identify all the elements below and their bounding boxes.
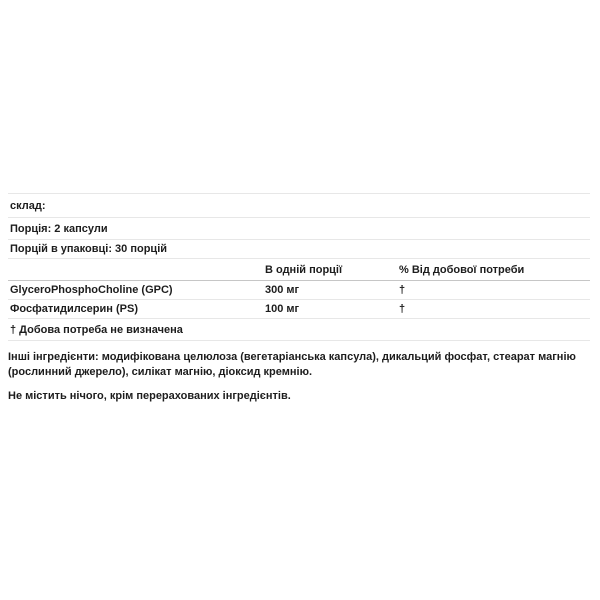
servings-per-container-row xyxy=(8,240,590,259)
servings-per-container-label: Порцій в упаковці: 30 порцій xyxy=(10,243,168,255)
ingredient-amount: 300 мг xyxy=(265,284,300,296)
daily-value-dagger: † xyxy=(399,284,406,296)
table-row xyxy=(8,300,590,319)
serving-size-row xyxy=(8,218,590,240)
composition-label: склад: xyxy=(10,199,46,212)
daily-value-dagger: † xyxy=(399,303,406,315)
serving-size-label: Порція: 2 капсули xyxy=(10,222,108,235)
daily-value-footnote: † Добова потреба не визначена xyxy=(10,323,183,336)
footnote-row xyxy=(8,319,590,341)
table-header-row xyxy=(8,259,590,281)
table-row xyxy=(8,281,590,300)
composition-row xyxy=(8,194,590,218)
column-header-amount-per-serving: В одній порції xyxy=(265,263,343,276)
ingredient-amount: 100 мг xyxy=(265,303,300,315)
ingredient-name: GlyceroPhosphoCholine (GPC) xyxy=(10,284,173,296)
column-header-percent-daily-value: % Від добової потреби xyxy=(399,263,525,276)
supplement-facts-table xyxy=(8,193,590,341)
ingredient-name: Фосфатидилсерин (PS) xyxy=(10,303,138,315)
disclaimer-paragraph: Не містить нічого, крім перерахованих інгредієнтів. xyxy=(8,390,291,402)
other-ingredients-paragraph: Інші інгредієнти: модифікована целюлоза (вегетаріанська капсула), дикальций фосфат, стеарат магнію (рослинний джерело), силікат магнію, діоксид кремнію. xyxy=(8,351,576,378)
